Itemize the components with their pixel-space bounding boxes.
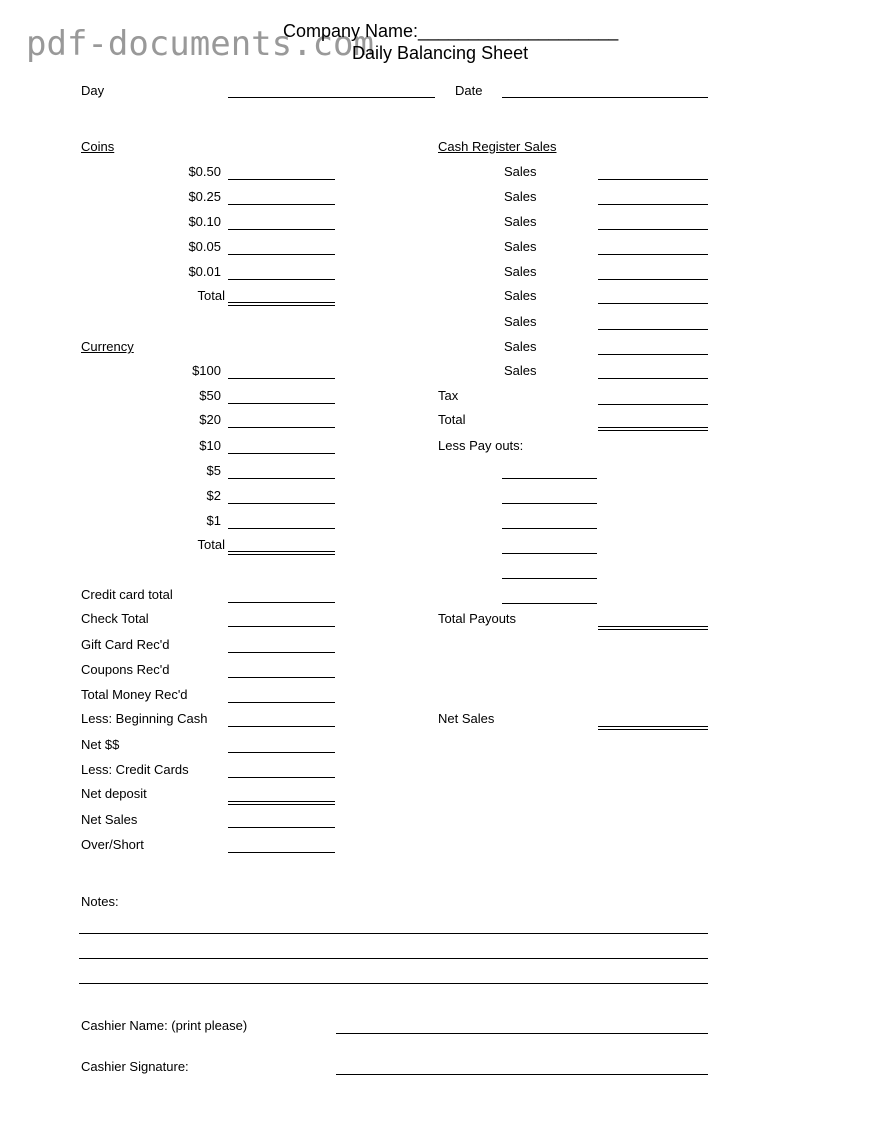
- day-field[interactable]: [228, 97, 435, 98]
- less-payouts-label: Less Pay outs:: [438, 438, 524, 453]
- payout-field[interactable]: [502, 578, 597, 579]
- summary-field[interactable]: [228, 702, 335, 703]
- net-sales-field[interactable]: [598, 726, 708, 730]
- sales-label: Sales: [504, 339, 537, 354]
- sales-label: Sales: [504, 314, 537, 329]
- coin-denomination-label: $0.10: [188, 214, 221, 229]
- sales-label: Sales: [504, 239, 537, 254]
- sales-field[interactable]: [598, 179, 708, 180]
- coin-denomination-label: $0.01: [188, 264, 221, 279]
- coin-amount-field[interactable]: [228, 279, 335, 280]
- company-name-label: Company Name:____________________: [283, 21, 619, 41]
- total-payouts-field[interactable]: [598, 626, 708, 630]
- summary-field[interactable]: [228, 827, 335, 828]
- sales-field[interactable]: [598, 279, 708, 280]
- coin-amount-field[interactable]: [228, 204, 335, 205]
- coins-total-label: Total: [197, 288, 225, 303]
- summary-label: Credit card total: [81, 587, 173, 602]
- payout-field[interactable]: [502, 528, 597, 529]
- summary-field[interactable]: [228, 677, 335, 678]
- currency-total-label: Total: [197, 537, 225, 552]
- summary-label: Net Sales: [81, 812, 138, 827]
- summary-field[interactable]: [228, 752, 335, 753]
- currency-denomination-label: $10: [199, 438, 221, 453]
- summary-label: Less: Credit Cards: [81, 762, 189, 777]
- notes-line[interactable]: [79, 958, 708, 959]
- currency-amount-field[interactable]: [228, 427, 335, 428]
- cashier-signature-field[interactable]: [336, 1074, 708, 1075]
- sales-field[interactable]: [598, 378, 708, 379]
- summary-field[interactable]: [228, 626, 335, 627]
- tax-label: Tax: [438, 388, 459, 403]
- coins-heading: Coins: [81, 139, 115, 154]
- currency-amount-field[interactable]: [228, 403, 335, 404]
- currency-amount-field[interactable]: [228, 378, 335, 379]
- currency-amount-field[interactable]: [228, 478, 335, 479]
- sales-field[interactable]: [598, 229, 708, 230]
- sales-label: Sales: [504, 264, 537, 279]
- summary-field[interactable]: [228, 801, 335, 805]
- summary-field[interactable]: [228, 602, 335, 603]
- coins-total-field[interactable]: [228, 302, 335, 306]
- payout-field[interactable]: [502, 553, 597, 554]
- currency-denomination-label: $2: [206, 488, 221, 503]
- payout-field[interactable]: [502, 603, 597, 604]
- currency-heading: Currency: [81, 339, 134, 354]
- coin-amount-field[interactable]: [228, 179, 335, 180]
- cashier-signature-label: Cashier Signature:: [81, 1059, 189, 1074]
- payout-field[interactable]: [502, 478, 597, 479]
- tax-field[interactable]: [598, 404, 708, 405]
- summary-label: Less: Beginning Cash: [81, 711, 208, 726]
- register-sales-heading: Cash Register Sales: [438, 139, 557, 154]
- notes-line[interactable]: [79, 933, 708, 934]
- coin-denomination-label: $0.50: [188, 164, 221, 179]
- summary-label: Net deposit: [81, 786, 147, 801]
- sales-label: Sales: [504, 164, 537, 179]
- sales-field[interactable]: [598, 254, 708, 255]
- date-label: Date: [455, 83, 483, 98]
- coin-denomination-label: $0.05: [188, 239, 221, 254]
- summary-field[interactable]: [228, 726, 335, 727]
- summary-label: Total Money Rec'd: [81, 687, 188, 702]
- coin-amount-field[interactable]: [228, 254, 335, 255]
- currency-denomination-label: $50: [199, 388, 221, 403]
- currency-amount-field[interactable]: [228, 453, 335, 454]
- register-total-field[interactable]: [598, 427, 708, 431]
- currency-denomination-label: $5: [206, 463, 221, 478]
- total-payouts-label: Total Payouts: [438, 611, 517, 626]
- currency-denomination-label: $1: [206, 513, 221, 528]
- notes-label: Notes:: [81, 894, 119, 909]
- date-field[interactable]: [502, 97, 708, 98]
- day-label: Day: [81, 83, 105, 98]
- register-total-label: Total: [438, 412, 466, 427]
- sales-field[interactable]: [598, 354, 708, 355]
- coin-amount-field[interactable]: [228, 229, 335, 230]
- payout-field[interactable]: [502, 503, 597, 504]
- currency-total-field[interactable]: [228, 551, 335, 555]
- summary-label: Check Total: [81, 611, 149, 626]
- currency-denomination-label: $100: [192, 363, 221, 378]
- sales-field[interactable]: [598, 303, 708, 304]
- summary-field[interactable]: [228, 852, 335, 853]
- sales-field[interactable]: [598, 204, 708, 205]
- cashier-name-field[interactable]: [336, 1033, 708, 1034]
- sheet-title: Daily Balancing Sheet: [352, 43, 529, 63]
- currency-denomination-label: $20: [199, 412, 221, 427]
- currency-amount-field[interactable]: [228, 503, 335, 504]
- summary-label: Gift Card Rec'd: [81, 637, 170, 652]
- summary-label: Over/Short: [81, 837, 144, 852]
- summary-label: Net $$: [81, 737, 120, 752]
- sales-label: Sales: [504, 189, 537, 204]
- net-sales-label: Net Sales: [438, 711, 495, 726]
- notes-line[interactable]: [79, 983, 708, 984]
- coin-denomination-label: $0.25: [188, 189, 221, 204]
- sales-label: Sales: [504, 363, 537, 378]
- cashier-name-label: Cashier Name: (print please): [81, 1018, 248, 1033]
- sales-field[interactable]: [598, 329, 708, 330]
- summary-field[interactable]: [228, 652, 335, 653]
- watermark: pdf-documents.com: [26, 24, 374, 64]
- summary-field[interactable]: [228, 777, 335, 778]
- currency-amount-field[interactable]: [228, 528, 335, 529]
- summary-label: Coupons Rec'd: [81, 662, 170, 677]
- sales-label: Sales: [504, 288, 537, 303]
- sales-label: Sales: [504, 214, 537, 229]
